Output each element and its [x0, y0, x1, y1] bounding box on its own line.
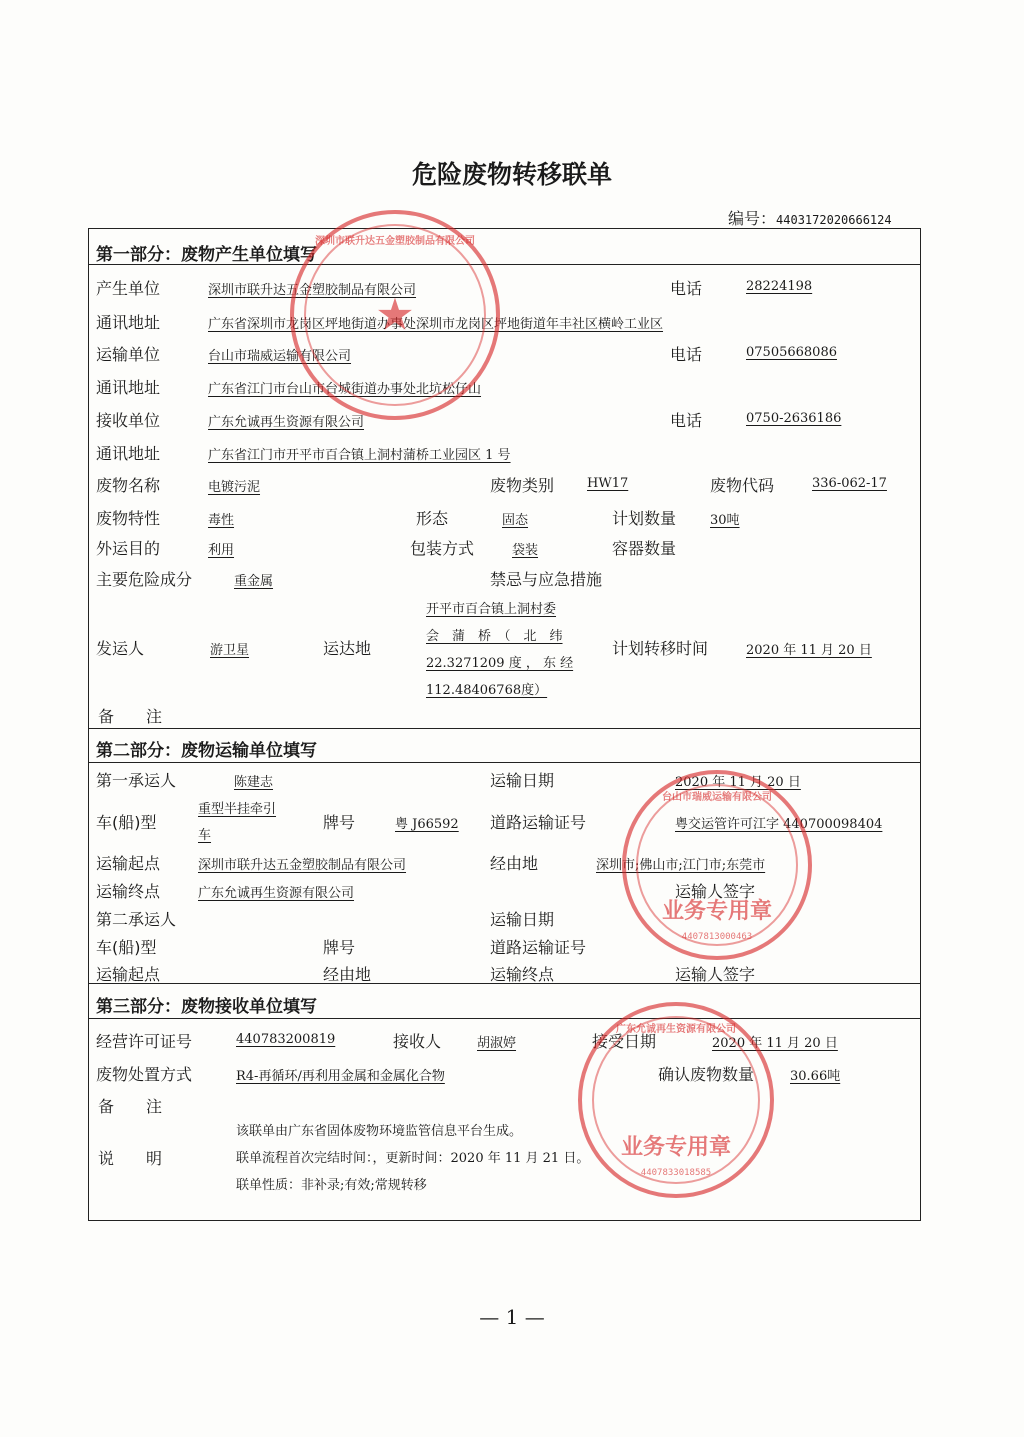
transporter-stamp-sub: 业务专用章	[661, 899, 773, 924]
transporter-addr-value: 广东省江门市台山市台城街道办事处北坑松仔山	[208, 382, 482, 397]
vehicle-type-label: 车(船)型	[96, 813, 157, 832]
start2-label: 运输起点	[96, 965, 161, 984]
waste-category-label: 废物类别	[490, 476, 555, 495]
container-qty-label: 容器数量	[612, 539, 677, 558]
part1-remarks-label: 备 注	[98, 707, 163, 726]
main-component-label: 主要危险成分	[96, 570, 193, 589]
purpose-value: 利用	[208, 543, 235, 558]
part2-header-line	[88, 762, 921, 763]
destination-line-1: 开平市百合镇上洞村委	[426, 602, 557, 617]
end-label: 运输终点	[96, 882, 161, 901]
form-value: 固态	[502, 513, 529, 528]
start-label: 运输起点	[96, 854, 161, 873]
waste-property-value: 毒性	[208, 513, 235, 528]
notes-label: 说 明	[98, 1149, 163, 1168]
producer-stamp-text: 深圳市联升达五金塑胶制品有限公司	[315, 236, 475, 247]
producer-value: 深圳市联升达五金塑胶制品有限公司	[208, 283, 417, 298]
road-permit-label: 道路运输证号	[490, 813, 587, 832]
note-line-3: 联单性质：非补录;有效;常规转移	[236, 1178, 427, 1193]
producer-phone-value: 28224198	[746, 279, 813, 294]
receiver-addr-value: 广东省江门市开平市百合镇上洞村蒲桥工业园区 1 号	[208, 448, 511, 463]
plan-time-label: 计划转移时间	[612, 639, 709, 658]
confirmed-qty-value: 30.66吨	[790, 1069, 841, 1084]
transporter-phone-label: 电话	[670, 345, 703, 364]
consignor-value: 游卫星	[210, 643, 250, 658]
part2-header: 第二部分：废物运输单位填写	[96, 741, 317, 761]
part3-header: 第三部分：废物接收单位填写	[96, 997, 317, 1017]
producer-label: 产生单位	[96, 279, 161, 298]
note-line-2: 联单流程首次完结时间：，更新时间：2020 年 11 月 21 日。	[236, 1151, 590, 1166]
destination-line-4: 112.48406768度）	[426, 683, 548, 698]
part3-remarks-label: 备 注	[98, 1097, 163, 1116]
transport-date2-label: 运输日期	[490, 910, 555, 929]
transport-date-label: 运输日期	[490, 771, 555, 790]
via-label: 经由地	[490, 854, 539, 873]
document-title: 危险废物转移联单	[411, 160, 612, 189]
receiver-addr-label: 通讯地址	[96, 444, 161, 463]
signature2-label: 运输人签字	[675, 965, 756, 984]
license-value: 440783200819	[236, 1032, 336, 1047]
doc-no-label: 编号：	[728, 209, 777, 228]
transporter-value: 台山市瑞威运输有限公司	[208, 349, 352, 364]
producer-stamp	[290, 210, 500, 420]
package-value: 袋装	[512, 543, 539, 558]
via2-label: 经由地	[323, 965, 372, 984]
transporter-label: 运输单位	[96, 345, 161, 364]
confirmed-qty-label: 确认废物数量	[658, 1065, 755, 1084]
transport-date-value: 2020 年 11 月 20 日	[675, 775, 801, 790]
destination-line-2: 会 蒲 桥 （ 北 纬	[426, 629, 563, 644]
purpose-label: 外运目的	[96, 539, 161, 558]
plate-label: 牌号	[323, 813, 356, 832]
vehicle-type-line-1: 重型半挂牵引	[198, 802, 277, 817]
waste-name-value: 电镀污泥	[208, 480, 261, 495]
destination-line-3: 22.3271209 度 ， 东 经	[426, 656, 574, 671]
page-number: — 1 —	[479, 1305, 545, 1329]
plate-value: 粤 J66592	[395, 817, 459, 832]
package-label: 包装方式	[410, 539, 475, 558]
receiver-stamp	[578, 1002, 774, 1198]
via-value: 深圳市;佛山市;江门市;东莞市	[596, 858, 766, 873]
receive-date-value: 2020 年 11 月 20 日	[712, 1036, 838, 1051]
part2-top-line	[88, 728, 921, 729]
plan-qty-label: 计划数量	[612, 509, 677, 528]
doc-no-value: 4403172020666124	[776, 213, 892, 227]
note-line-1: 该联单由广东省固体废物环境监管信息平台生成。	[236, 1124, 523, 1139]
signature-label: 运输人签字	[675, 882, 756, 901]
transporter-stamp-number: 4407813000463	[681, 932, 753, 942]
part3-header-line	[88, 1018, 921, 1019]
emergency-label: 禁忌与应急措施	[490, 570, 603, 589]
road-permit2-label: 道路运输证号	[490, 938, 587, 957]
transporter-stamp-text: 台山市瑞威运输有限公司	[662, 792, 772, 803]
carrier1-value: 陈建志	[234, 775, 274, 790]
waste-name-label: 废物名称	[96, 476, 161, 495]
vehicle-type2-label: 车(船)型	[96, 938, 157, 957]
waste-category-value: HW17	[587, 476, 629, 491]
receiver-phone-value: 0750-2636186	[746, 411, 842, 426]
receiver-value: 广东允诚再生资源有限公司	[208, 415, 365, 430]
carrier1-label: 第一承运人	[96, 771, 177, 790]
end2-label: 运输终点	[490, 965, 555, 984]
transporter-phone-value: 07505668086	[746, 345, 837, 360]
transporter-addr-label: 通讯地址	[96, 378, 161, 397]
plan-time-value: 2020 年 11 月 20 日	[746, 643, 872, 658]
transporter-stamp	[622, 770, 812, 960]
disposal-value: R4-再循环/再利用金属和金属化合物	[236, 1069, 445, 1084]
destination-label: 运达地	[323, 639, 372, 658]
recipient-label: 接收人	[393, 1032, 442, 1051]
plan-qty-value: 30吨	[710, 513, 740, 528]
receiver-phone-label: 电话	[670, 411, 703, 430]
start-value: 深圳市联升达五金塑胶制品有限公司	[198, 858, 407, 873]
receiver-stamp-text: 广东允诚再生资源有限公司	[616, 1024, 736, 1035]
waste-code-label: 废物代码	[710, 476, 775, 495]
receiver-stamp-number: 4407833018585	[640, 1168, 712, 1178]
vehicle-type-line-2: 车	[198, 828, 212, 843]
star-icon: ★	[375, 289, 415, 341]
carrier2-label: 第二承运人	[96, 910, 177, 929]
receiver-label: 接收单位	[96, 411, 161, 430]
document-number	[728, 206, 892, 229]
road-permit-value: 粤交运管许可江字 440700098404	[675, 817, 883, 832]
end-value: 广东允诚再生资源有限公司	[198, 886, 355, 901]
main-component-value: 重金属	[234, 574, 274, 589]
waste-code-value: 336-062-17	[812, 476, 887, 491]
form-label: 形态	[416, 509, 449, 528]
producer-phone-label: 电话	[670, 279, 703, 298]
producer-addr-label: 通讯地址	[96, 313, 161, 332]
disposal-label: 废物处置方式	[96, 1065, 193, 1084]
plate2-label: 牌号	[323, 938, 356, 957]
recipient-value: 胡淑婷	[477, 1036, 517, 1051]
part1-header: 第一部分：废物产生单位填写	[96, 245, 317, 265]
receiver-stamp-sub: 业务专用章	[620, 1135, 732, 1160]
consignor-label: 发运人	[96, 639, 145, 658]
producer-addr-value: 广东省深圳市龙岗区坪地街道办事处深圳市龙岗区坪地街道年丰社区横岭工业区	[208, 317, 664, 332]
receive-date-label: 接受日期	[592, 1032, 657, 1051]
license-label: 经营许可证号	[96, 1032, 193, 1051]
waste-property-label: 废物特性	[96, 509, 161, 528]
